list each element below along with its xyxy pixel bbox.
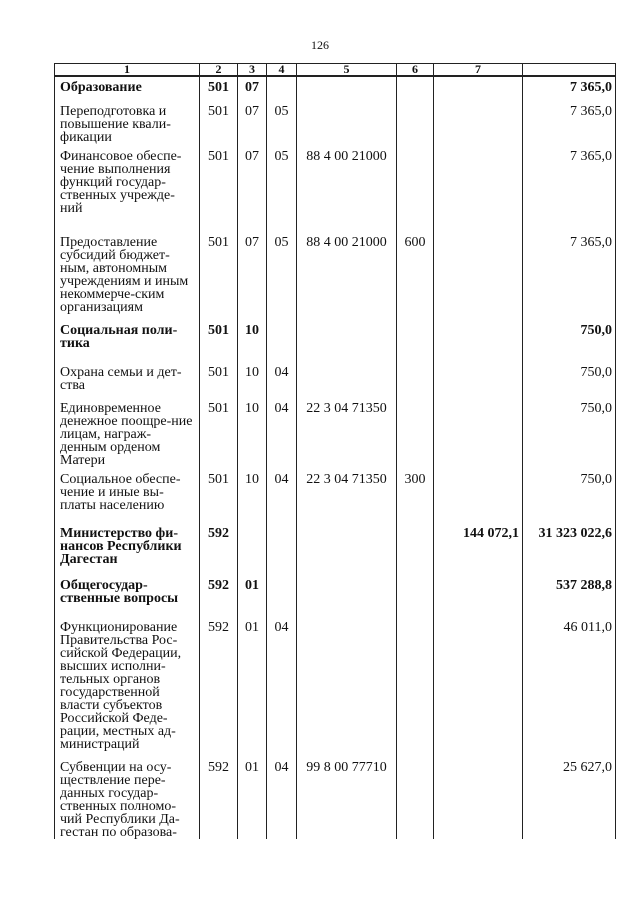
amount-col7 [434,101,523,146]
code-subsection: 04 [267,469,297,523]
code-subsection: 04 [267,757,297,839]
amount-col7 [434,232,523,320]
code-expense-type [397,617,434,757]
amount-total: 7 365,0 [523,101,616,146]
code-subsection [267,575,297,617]
amount-total: 750,0 [523,362,616,398]
code-section: 10 [238,320,267,362]
code-target [297,101,397,146]
table-row [55,362,616,398]
column-header: 1 [55,64,200,77]
table-row [55,76,616,101]
row-label: Социальное обеспе-чение и иные вы-платы населению [55,469,200,523]
row-label: Единовременное денежное поощре-ние лицам, награж-денным орденом Матери [55,398,200,469]
amount-col7 [434,398,523,469]
code-subsection: 05 [267,101,297,146]
code-admin: 501 [200,469,238,523]
code-target: 22 3 04 71350 [297,469,397,523]
budget-table [54,63,616,839]
amount-col7 [434,617,523,757]
code-target: 88 4 00 21000 [297,146,397,232]
table-row [55,523,616,575]
row-label: Социальная поли-тика [55,320,200,362]
code-admin: 501 [200,398,238,469]
row-label: Функционирование Правительства Рос-сийской Федерации, высших исполни-тельных органов государственной власти субъектов Российской Феде-рации, местных ад-министраций [55,617,200,757]
code-target [297,362,397,398]
amount-col7 [434,469,523,523]
table-row [55,398,616,469]
code-section: 07 [238,101,267,146]
code-admin: 501 [200,362,238,398]
row-label: Предоставление субсидий бюджет-ным, автономным учреждениям и иным некоммерче-ским организациям [55,232,200,320]
code-section: 01 [238,575,267,617]
amount-total: 31 323 022,6 [523,523,616,575]
code-target: 88 4 00 21000 [297,232,397,320]
row-label: Переподготовка и повышение квали-фикации [55,101,200,146]
amount-total: 750,0 [523,398,616,469]
amount-col7 [434,76,523,101]
amount-col7 [434,757,523,839]
code-expense-type [397,146,434,232]
code-admin: 501 [200,76,238,101]
code-target [297,575,397,617]
code-admin: 592 [200,757,238,839]
column-header: 3 [238,64,267,77]
row-label: Министерство фи-нансов Республики Дагестан [55,523,200,575]
code-section [238,523,267,575]
code-admin: 501 [200,101,238,146]
header-row [55,64,616,77]
code-target [297,320,397,362]
amount-total: 537 288,8 [523,575,616,617]
row-label: Охрана семьи и дет-ства [55,362,200,398]
code-expense-type [397,757,434,839]
code-section: 07 [238,146,267,232]
amount-total: 750,0 [523,469,616,523]
code-section: 01 [238,617,267,757]
table-row [55,232,616,320]
code-section: 01 [238,757,267,839]
code-subsection: 04 [267,398,297,469]
page-number: 126 [311,38,329,52]
code-expense-type [397,101,434,146]
table-row [55,320,616,362]
amount-col7 [434,320,523,362]
code-admin: 592 [200,575,238,617]
code-subsection: 04 [267,362,297,398]
table-row [55,757,616,839]
code-expense-type [397,398,434,469]
row-label: Субвенции на осу-ществление пере-данных государ-ственных полномо-чий Республики Да-гестан по образова- [55,757,200,839]
code-section: 10 [238,469,267,523]
code-admin: 501 [200,232,238,320]
amount-total: 25 627,0 [523,757,616,839]
code-target [297,76,397,101]
column-header: 5 [297,64,397,77]
code-expense-type [397,523,434,575]
code-subsection [267,523,297,575]
code-target: 99 8 00 77710 [297,757,397,839]
amount-total: 7 365,0 [523,232,616,320]
column-header: 4 [267,64,297,77]
code-section: 10 [238,398,267,469]
code-target: 22 3 04 71350 [297,398,397,469]
row-label: Образование [55,76,200,101]
code-subsection [267,320,297,362]
amount-col7: 144 072,1 [434,523,523,575]
table-row [55,617,616,757]
code-expense-type [397,575,434,617]
amount-col7 [434,146,523,232]
code-expense-type: 300 [397,469,434,523]
amount-col7 [434,362,523,398]
code-subsection: 05 [267,146,297,232]
code-admin: 592 [200,523,238,575]
code-target [297,617,397,757]
table-row [55,101,616,146]
code-section: 07 [238,232,267,320]
column-header: 6 [397,64,434,77]
code-section: 10 [238,362,267,398]
code-target [297,523,397,575]
code-subsection: 05 [267,232,297,320]
code-admin: 501 [200,146,238,232]
code-expense-type [397,76,434,101]
table-row [55,469,616,523]
code-subsection: 04 [267,617,297,757]
amount-col7 [434,575,523,617]
row-label: Финансовое обеспе-чение выполнения функций государ-ственных учрежде-ний [55,146,200,232]
column-header [523,64,616,77]
table-row [55,146,616,232]
code-expense-type [397,362,434,398]
amount-total: 7 365,0 [523,76,616,101]
code-admin: 501 [200,320,238,362]
amount-total: 46 011,0 [523,617,616,757]
code-subsection [267,76,297,101]
amount-total: 7 365,0 [523,146,616,232]
code-section: 07 [238,76,267,101]
code-expense-type: 600 [397,232,434,320]
row-label: Общегосудар-ственные вопросы [55,575,200,617]
column-header: 7 [434,64,523,77]
code-admin: 592 [200,617,238,757]
table-row [55,575,616,617]
code-expense-type [397,320,434,362]
column-header: 2 [200,64,238,77]
amount-total: 750,0 [523,320,616,362]
